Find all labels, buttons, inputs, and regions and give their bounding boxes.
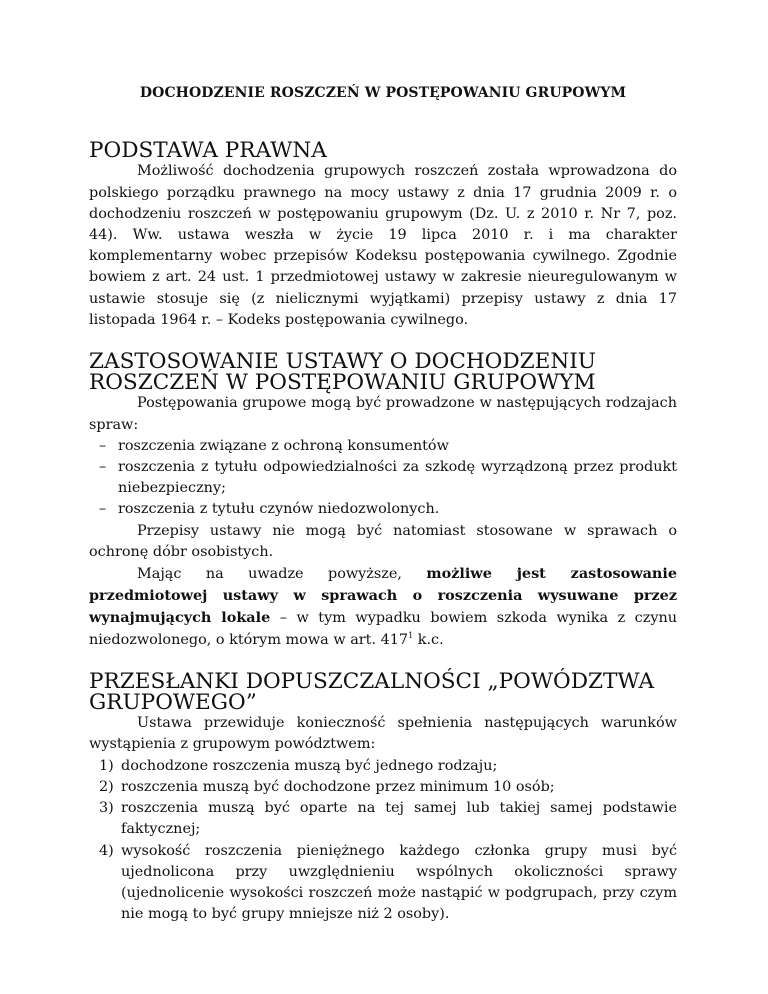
list-item-text: roszczenia z tytułu odpowiedzialności za szkodę wyrządzoną przez produkt niebezpieczny; [118, 459, 677, 497]
list-item-text: roszczenia z tytułu czynów niedozwolonych. [118, 501, 440, 518]
list-item [89, 457, 677, 499]
list-item [89, 777, 677, 798]
list-item-text: roszczenia muszą być dochodzone przez minimum 10 osób; [121, 778, 555, 795]
list-item [89, 499, 677, 520]
document-page [89, 68, 677, 925]
dash-marker: – [99, 459, 107, 476]
exclusion-paragraph: Przepisy ustawy nie mogą być natomiast stosowane w sprawach o ochronę dóbr osobistych. [89, 522, 677, 560]
conditions-list [89, 756, 677, 926]
section-heading-legal-basis: PODSTAWA PRAWNA [89, 138, 327, 164]
list-number: 4) [99, 842, 114, 859]
section-legal-basis [89, 140, 677, 331]
section-application [89, 351, 677, 651]
list-item-text: dochodzone roszczenia muszą być jednego rodzaju; [121, 757, 498, 774]
conclusion-tail: k.c. [413, 631, 444, 648]
list-item-text: wysokość roszczenia pieniężnego każdego członka grupy musi być ujednolicona przy uwzględnieniu wspólnych okoliczności sprawy (ujednolicenie wysokości roszczeń może nastąpić w podgrupach, przy czym nie mogą to być grupy mniejsze niż 2 osoby). [121, 842, 677, 923]
section-heading-application: ZASTOSOWANIE USTAWY O DOCHODZENIU ROSZCZEŃ W POSTĘPOWANIU GRUPOWYM [89, 349, 596, 396]
list-number: 1) [99, 757, 114, 774]
dash-marker: – [99, 437, 107, 454]
list-item [89, 841, 677, 926]
list-item-text: roszczenia muszą być oparte na tej samej lub takiej samej podstawie faktycznej; [121, 800, 677, 838]
list-number: 3) [99, 800, 114, 817]
section-prerequisites [89, 668, 677, 925]
prerequisites-intro: Ustawa przewiduje konieczność spełnienia następujących warunków wystąpienia z grupowym powództwem: [89, 715, 677, 753]
section-heading-prerequisites: PRZESŁANKI DOPUSZCZALNOŚCI „POWÓDZTWA GRUPOWEGO” [89, 668, 655, 716]
dash-marker: – [99, 501, 107, 518]
list-item [89, 756, 677, 777]
list-item [89, 436, 677, 457]
legal-basis-paragraph: Możliwość dochodzenia grupowych roszczeń została wprowadzona do polskiego porządku prawnego na mocy ustawy z dnia 17 grudnia 2009 r. o dochodzeniu roszczeń w postępowaniu grupowym (Dz. U. z 2010 r. Nr 7, poz. 44). Ww. ustawa weszła w życie 19 lipca 2010 r. i ma charakter komplementarny wobec przepisów Kodeksu postępowania cywilnego. Zgodnie bowiem z art. 24 ust. 1 przedmiotowej ustawy w zakresie nieuregulowanym w ustawie stosuje się (z nielicznymi wyjątkami) przepisy ustawy z dnia 17 listopada 1964 r. – Kodeks postępowania cywilnego. [89, 163, 677, 328]
application-intro: Postępowania grupowe mogą być prowadzone w następujących rodzajach spraw: [89, 395, 677, 433]
conclusion-end: – w tym wypadku bowiem szkoda wynika z czynu niedozwolonego, o którym mowa w art. 417 [89, 610, 677, 648]
conclusion-start: Mając na uwadze powyższe, [137, 566, 427, 583]
conclusion-paragraph [89, 563, 677, 651]
document-title: DOCHODZENIE ROSZCZEŃ W POSTĘPOWANIU GRUPOWYM [139, 85, 627, 101]
list-item-text: roszczenia związane z ochroną konsumentów [118, 437, 449, 454]
conclusion-bold: możliwe jest zastosowanie przedmiotowej ustawy w sprawach o roszczenia wysuwane przez wynajmujących lokale [89, 565, 678, 627]
list-number: 2) [99, 778, 114, 795]
list-item [89, 798, 677, 840]
article-superscript: 1 [408, 630, 414, 640]
case-types-list [89, 436, 677, 521]
